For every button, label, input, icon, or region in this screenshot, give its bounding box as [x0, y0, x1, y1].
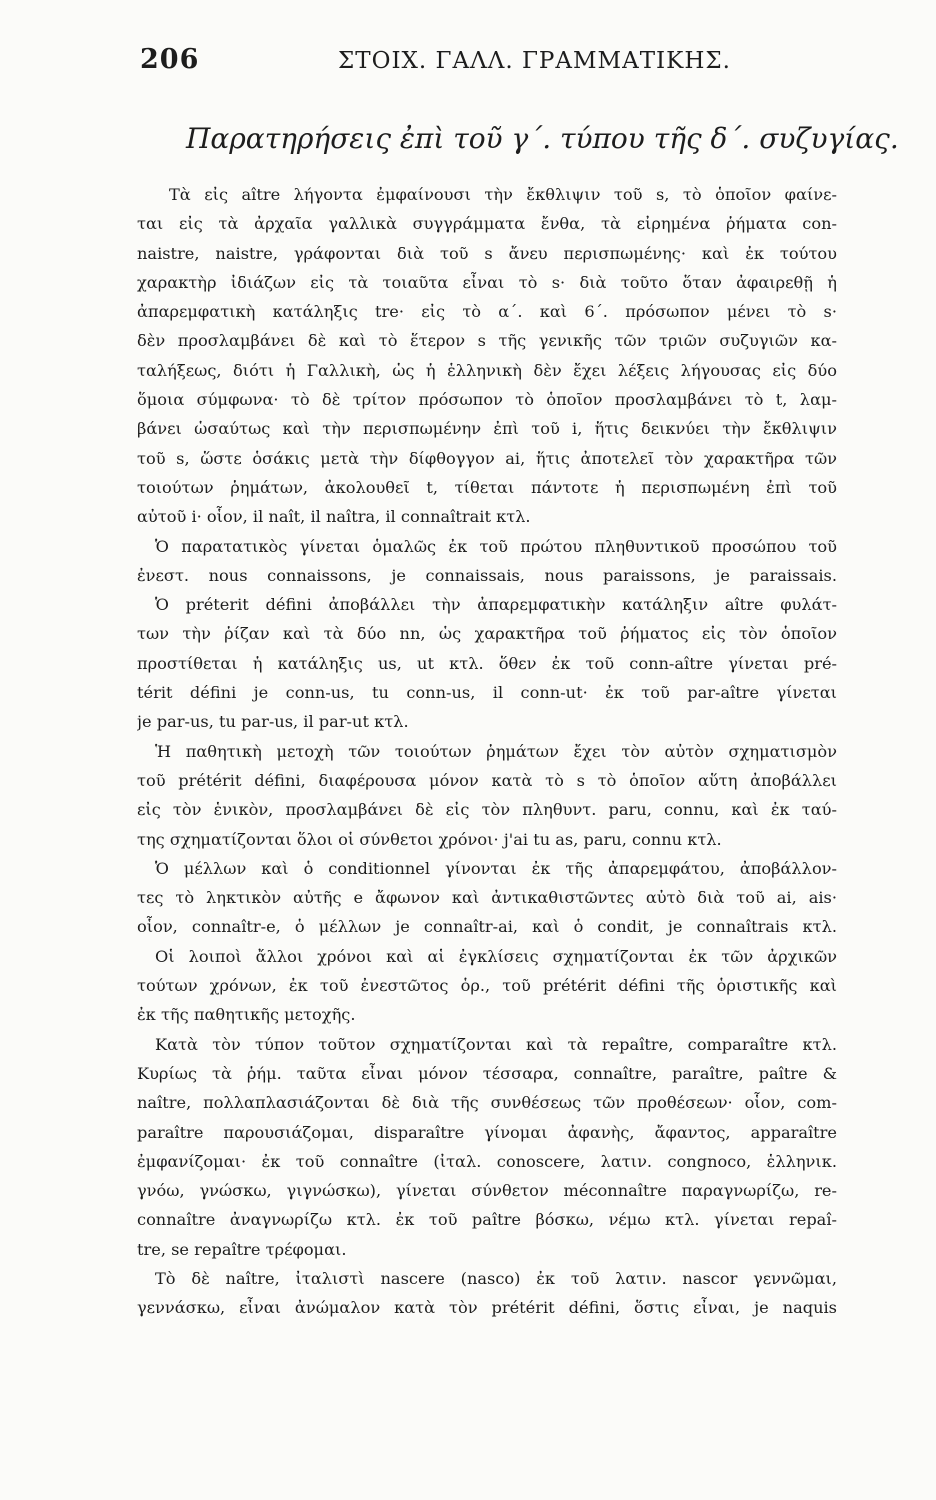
- text-line: Ὁ παρατατικὸς γίνεται ὁμαλῶς ἐκ τοῦ πρώτου πληθυντικοῦ προσώπου τοῦ: [155, 536, 837, 556]
- text-line: Κυρίως τὰ ῥήμ. ταῦτα εἶναι μόνον τέσσαρα, connaître, paraître, paître &: [137, 1063, 837, 1083]
- running-title: ΣΤΟΙΧ. ΓΑΛΛ. ΓΡΑΜΜΑΤΙΚΗΣ.: [338, 48, 731, 74]
- body-text: [137, 180, 837, 1323]
- text-line: Ὁ préterit défini ἀποβάλλει τὴν ἀπαρεμφατικὴν κατάληξιν aître φυλάτ-: [155, 595, 837, 615]
- text-line: τοῦ prétérit défini, διαφέρουσα μόνον κατὰ τὸ s τὸ ὁποῖον αὕτη ἀποβάλλει: [137, 770, 837, 790]
- text-line: Τὰ εἰς aître λήγοντα ἐμφαίνουσι τὴν ἔκθλιψιν τοῦ s, τὸ ὁποῖον φαίνε-: [169, 185, 837, 204]
- text-line: ἐμφανίζομαι· ἐκ τοῦ connaître (ἰταλ. conoscere, λατιν. congnoco, ἑλληνικ.: [137, 1151, 837, 1171]
- text-line: οἷον, connaîtr-e, ὁ μέλλων je connaîtr-ai, καὶ ὁ condit, je connaîtrais κτλ.: [137, 917, 837, 937]
- text-line: naître, πολλαπλασιάζονται δὲ διὰ τῆς συνθέσεως τῶν προθέσεων· οἷον, com-: [137, 1093, 837, 1113]
- text-line: εἰς τὸν ἑνικὸν, προσλαμβάνει δὲ εἰς τὸν πληθυντ. paru, connu, καὶ ἐκ ταύ-: [137, 800, 837, 820]
- text-line: tre, se repaître τρέφομαι.: [137, 1239, 347, 1259]
- text-line: ἐνεστ. nous connaissons, je connaissais, nous paraissons, je paraissais.: [137, 565, 837, 585]
- section-title: Παρατηρήσεις ἐπὶ τοῦ γ΄. τύπου τῆς δ΄. συζυγίας.: [186, 122, 899, 155]
- text-line: δὲν προσλαμβάνει δὲ καὶ τὸ ἕτερον s τῆς γενικῆς τῶν τριῶν συζυγιῶν κα-: [137, 331, 837, 351]
- text-line: ται εἰς τὰ ἀρχαῖα γαλλικὰ συγγράμματα ἔνθα, τὰ εἰρημένα ῥήματα con-: [137, 214, 837, 234]
- text-line: τούτων χρόνων, ἐκ τοῦ ἐνεστῶτος ὁρ., τοῦ prétérit défini τῆς ὁριστικῆς καὶ: [137, 976, 837, 996]
- text-line: Οἱ λοιποὶ ἄλλοι χρόνοι καὶ αἱ ἐγκλίσεις σχηματίζονται ἐκ τῶν ἀρχικῶν: [155, 946, 837, 966]
- text-line: je par-us, tu par-us, il par-ut κτλ.: [137, 712, 409, 732]
- text-line: τοῦ s, ὥστε ὁσάκις μετὰ τὴν δίφθογγον ai, ἥτις ἀποτελεῖ τὸν χαρακτῆρα τῶν: [137, 448, 837, 468]
- text-line: τοιούτων ῥημάτων, ἀκολουθεῖ t, τίθεται πάντοτε ἡ περισπωμένη ἐπὶ τοῦ: [137, 477, 837, 497]
- text-line: χαρακτὴρ ἰδιάζων εἰς τὰ τοιαῦτα εἶναι τὸ s· διὰ τοῦτο ὅταν ἀφαιρεθῇ ἡ: [137, 272, 837, 292]
- text-line: της σχηματίζονται ὅλοι οἱ σύνθετοι χρόνοι· j'ai tu as, paru, connu κτλ.: [137, 829, 722, 849]
- text-line: τες τὸ ληκτικὸν αὐτῆς e ἄφωνον καὶ ἀντικαθιστῶντες αὐτὸ διὰ τοῦ ai, ais·: [137, 888, 837, 908]
- page-number: 206: [140, 44, 200, 75]
- text-line: ἀπαρεμφατικὴ κατάληξις tre· εἰς τὸ α΄. καὶ 6΄. πρόσωπον μένει τὸ s·: [137, 302, 837, 322]
- text-line: Ὁ μέλλων καὶ ὁ conditionnel γίνονται ἐκ τῆς ἀπαρεμφάτου, ἀποβάλλον-: [155, 858, 837, 878]
- text-line: γεννάσκω, εἶναι ἀνώμαλον κατὰ τὸν prétérit défini, ὅστις εἶναι, je naquis: [137, 1298, 837, 1318]
- text-line: προστίθεται ἡ κατάληξις us, ut κτλ. ὅθεν ἐκ τοῦ conn-aître γίνεται pré-: [137, 653, 837, 673]
- text-line: ταλήξεως, διότι ἡ Γαλλικὴ, ὡς ἡ ἑλληνικὴ δὲν ἔχει λέξεις λήγουσας εἰς δύο: [137, 360, 837, 380]
- text-line: ὅμοια σύμφωνα· τὸ δὲ τρίτον πρόσωπον τὸ ὁποῖον προσλαμβάνει τὸ t, λαμ-: [137, 390, 837, 410]
- text-line: connaître ἀναγνωρίζω κτλ. ἐκ τοῦ paître βόσκω, νέμω κτλ. γίνεται repaî-: [137, 1210, 837, 1230]
- text-line: paraître παρουσιάζομαι, disparaître γίνομαι ἀφανὴς, ἄφαντος, apparaître: [137, 1122, 837, 1142]
- text-line: naistre, naistre, γράφονται διὰ τοῦ s ἄνευ περισπωμένης· καὶ ἐκ τούτου: [137, 243, 837, 263]
- text-line: των τὴν ῥίζαν καὶ τὰ δύο nn, ὡς χαρακτῆρα τοῦ ῥήματος εἰς τὸν ὁποῖον: [137, 624, 837, 644]
- text-line: βάνει ὡσαύτως καὶ τὴν περισπωμένην ἐπὶ τοῦ i, ἥτις δεικνύει τὴν ἔκθλιψιν: [137, 419, 837, 439]
- text-line: térit défini je conn-us, tu conn-us, il conn-ut· ἐκ τοῦ par-aître γίνεται: [137, 683, 837, 703]
- text-line: Κατὰ τὸν τύπον τοῦτον σχηματίζονται καὶ τὰ repaître, comparaître κτλ.: [155, 1034, 837, 1054]
- text-line: Τὸ δὲ naître, ἰταλιστὶ nascere (nasco) ἐκ τοῦ λατιν. nascor γεννῶμαι,: [155, 1268, 837, 1288]
- text-line: αὐτοῦ i· οἷον, il naît, il naîtra, il connaîtrait κτλ.: [137, 507, 531, 527]
- text-line: γνόω, γνώσκω, γιγνώσκω), γίνεται σύνθετον méconnaître παραγνωρίζω, re-: [137, 1181, 837, 1201]
- text-line: ἐκ τῆς παθητικῆς μετοχῆς.: [137, 1005, 356, 1025]
- text-line: Ἡ παθητικὴ μετοχὴ τῶν τοιούτων ῥημάτων ἔχει τὸν αὐτὸν σχηματισμὸν: [155, 741, 837, 761]
- page-header: [140, 44, 840, 84]
